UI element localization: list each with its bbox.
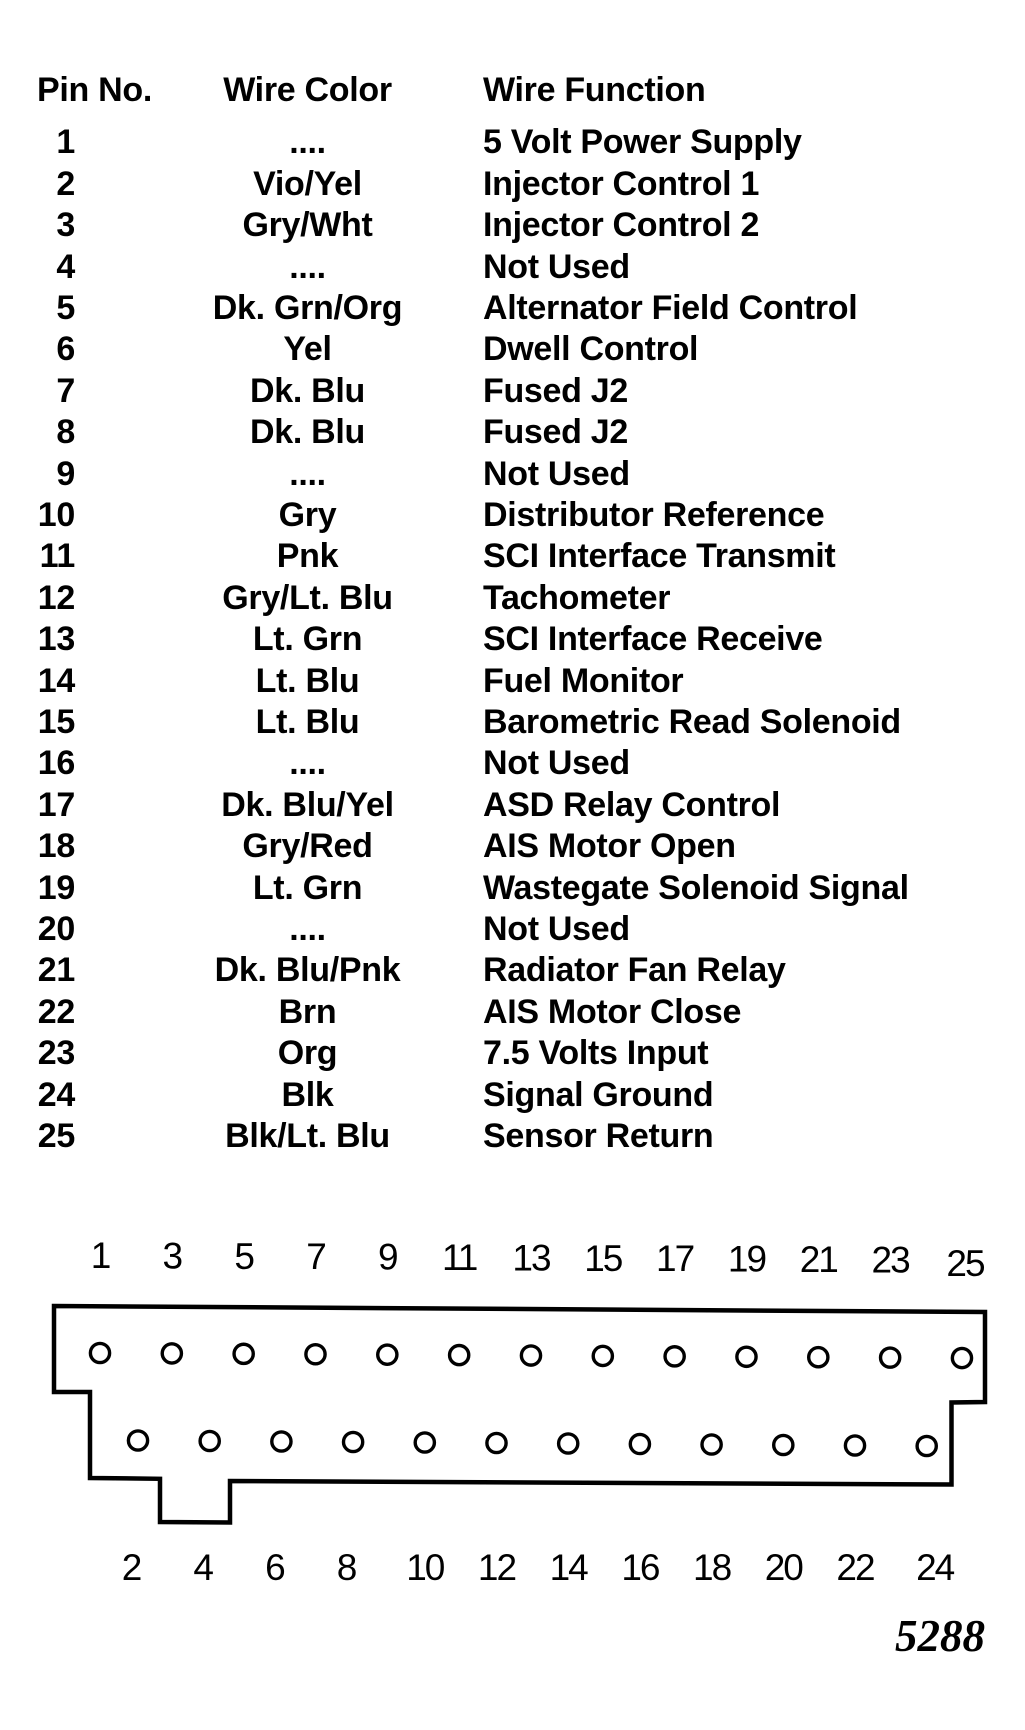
wire-color-cell: Gry/Red [242, 827, 373, 866]
pin-hole [593, 1346, 612, 1365]
wire-color-cell: Blk/Lt. Blu [225, 1116, 390, 1155]
wire-function-cell: Injector Control 1 [483, 164, 760, 203]
pin-number-cell: 11 [39, 537, 75, 576]
wire-color-cell: Gry/Wht [242, 206, 373, 245]
wire-color-cell: Lt. Blu [255, 702, 360, 741]
pin-number-label: 15 [584, 1237, 622, 1279]
pin-number-cell: 23 [37, 1034, 75, 1073]
wire-function-cell: AIS Motor Close [483, 992, 742, 1031]
pin-number-cell: 3 [56, 206, 75, 245]
pin-number-cell: 10 [37, 495, 75, 534]
pin-number-label: 2 [121, 1547, 141, 1588]
pin-hole [521, 1346, 540, 1365]
pin-number-label: 5 [234, 1235, 253, 1277]
pin-hole [415, 1433, 434, 1452]
pin-number-cell: 1 [56, 123, 75, 162]
pin-hole [344, 1432, 363, 1451]
pin-number-cell: 24 [37, 1075, 75, 1114]
pin-number-cell: 21 [37, 951, 75, 990]
wire-function-cell: Fused J2 [483, 371, 628, 410]
wire-function-cell: Fused J2 [483, 413, 628, 452]
pin-number-label: 20 [764, 1547, 802, 1588]
pin-hole [665, 1347, 684, 1366]
pin-number-label: 3 [162, 1235, 182, 1277]
pin-hole [162, 1344, 181, 1363]
pin-number-cell: 8 [56, 413, 75, 452]
pin-number-cell: 20 [37, 909, 75, 948]
pin-hole [702, 1435, 721, 1454]
pin-hole [272, 1432, 291, 1451]
pin-number-cell: 9 [56, 454, 75, 493]
pin-number-cell: 15 [37, 702, 75, 741]
wire-function-cell: 7.5 Volts Input [483, 1034, 709, 1073]
connector-outline [54, 1306, 985, 1523]
pin-number-cell: 4 [56, 247, 75, 286]
pin-hole [881, 1348, 900, 1367]
wire-function-cell: Not Used [483, 247, 630, 286]
wire-function-cell: Distributor Reference [483, 495, 825, 534]
wire-color-cell: Lt. Grn [252, 868, 363, 907]
wire-color-cell: Brn [278, 992, 337, 1031]
wire-function-cell: ASD Relay Control [483, 785, 781, 824]
wire-color-cell: Dk. Grn/Org [212, 288, 403, 327]
wire-color-cell: .... [289, 247, 326, 286]
pin-number-label: 10 [406, 1547, 444, 1588]
wire-function-header: Wire Function [483, 71, 706, 109]
pin-number-label: 14 [549, 1547, 587, 1588]
pin-number-label: 22 [836, 1547, 874, 1588]
wire-color-cell: Dk. Blu [249, 371, 366, 410]
wire-color-cell: Yel [283, 330, 332, 369]
pin-number-label: 25 [946, 1242, 984, 1284]
pin-number-label: 21 [799, 1239, 837, 1280]
wire-color-cell: Blk [281, 1075, 334, 1114]
pin-no-header: Pin No. [37, 71, 153, 109]
pin-hole [845, 1436, 864, 1455]
pin-number-cell: 7 [56, 371, 75, 410]
wire-color-cell: Lt. Grn [252, 620, 363, 659]
pin-number-label: 1 [90, 1235, 110, 1276]
wire-color-cell: Org [277, 1034, 338, 1073]
top-pin-labels [91, 1235, 985, 1284]
wire-color-cell: .... [289, 909, 326, 948]
pin-number-label: 19 [727, 1238, 766, 1280]
wire-function-cell: SCI Interface Transmit [483, 537, 836, 576]
wire-function-cell: SCI Interface Receive [483, 620, 823, 659]
wire-function-cell: Fuel Monitor [483, 661, 684, 700]
pin-number-cell: 5 [56, 288, 75, 327]
pin-number-label: 13 [512, 1237, 550, 1279]
pin-hole [234, 1344, 253, 1363]
pin-number-cell: 19 [37, 868, 75, 907]
wire-color-cell: .... [289, 744, 326, 783]
wire-function-cell: Radiator Fan Relay [483, 951, 786, 990]
pin-number-label: 9 [378, 1236, 397, 1278]
pin-number-label: 18 [693, 1547, 731, 1588]
wire-color-cell: Lt. Blu [255, 661, 360, 700]
pin-number-label: 4 [193, 1547, 212, 1588]
pin-hole [450, 1346, 469, 1365]
pin-number-label: 6 [265, 1547, 284, 1588]
pin-number-cell: 16 [37, 744, 75, 783]
pin-hole [809, 1348, 828, 1367]
pin-number-cell: 17 [37, 785, 75, 824]
wire-color-cell: Vio/Yel [253, 164, 362, 203]
wire-function-cell: Not Used [483, 909, 630, 948]
wire-color-cell: .... [289, 454, 326, 493]
wire-color-cell: Pnk [276, 537, 339, 576]
pin-hole [378, 1345, 397, 1364]
pin-hole [952, 1348, 971, 1367]
pin-hole [200, 1431, 219, 1450]
wire-function-cell: Dwell Control [483, 330, 699, 369]
pin-number-cell: 14 [37, 661, 75, 700]
wire-color-cell: Dk. Blu/Yel [221, 785, 394, 824]
pin-number-label: 12 [477, 1547, 516, 1588]
pin-number-cell: 13 [37, 620, 75, 659]
pin-number-cell: 6 [56, 330, 75, 369]
pin-number-cell: 25 [37, 1116, 75, 1155]
wire-color-cell: Gry/Lt. Blu [222, 578, 393, 617]
pin-hole [774, 1435, 793, 1454]
wire-color-cell: Dk. Blu/Pnk [214, 951, 401, 990]
pin-number-label: 16 [621, 1547, 659, 1588]
wire-function-cell: 5 Volt Power Supply [483, 123, 802, 162]
bottom-pin-labels [122, 1547, 955, 1588]
pin-number-cell: 12 [37, 578, 75, 617]
wire-function-cell: Barometric Read Solenoid [483, 702, 901, 741]
wire-function-cell: Not Used [483, 744, 630, 783]
pin-hole [90, 1343, 109, 1362]
wire-function-cell: Sensor Return [483, 1116, 714, 1155]
wire-function-cell: Alternator Field Control [483, 288, 858, 327]
pin-number-label: 24 [916, 1547, 954, 1588]
wire-color-cell: Dk. Blu [249, 413, 366, 452]
wire-function-cell: Not Used [483, 454, 630, 493]
pin-number-cell: 22 [37, 992, 75, 1031]
pin-hole [306, 1345, 325, 1364]
pin-number-label: 7 [306, 1236, 325, 1278]
wire-color-cell: .... [289, 123, 326, 162]
pin-hole [737, 1347, 756, 1366]
wire-function-cell: Signal Ground [483, 1075, 714, 1114]
wire-color-header: Wire Color [223, 71, 392, 109]
pin-number-cell: 2 [56, 164, 75, 203]
wire-color-cell: Gry [278, 495, 337, 534]
pin-hole [128, 1431, 147, 1450]
pin-hole [917, 1436, 936, 1455]
pin-number-label: 11 [441, 1237, 477, 1278]
wire-function-cell: Injector Control 2 [483, 206, 760, 245]
pin-hole [487, 1433, 506, 1452]
pin-hole [630, 1434, 649, 1453]
figure-number: 5288 [895, 1611, 985, 1661]
wire-function-cell: Tachometer [483, 578, 671, 617]
pin-number-cell: 18 [37, 827, 75, 866]
wire-function-cell: AIS Motor Open [483, 827, 736, 866]
pin-number-label: 8 [336, 1547, 356, 1588]
pin-hole [559, 1434, 578, 1453]
wire-function-cell: Wastegate Solenoid Signal [483, 868, 909, 907]
pin-number-label: 17 [656, 1238, 694, 1280]
pin-number-label: 23 [871, 1239, 909, 1281]
